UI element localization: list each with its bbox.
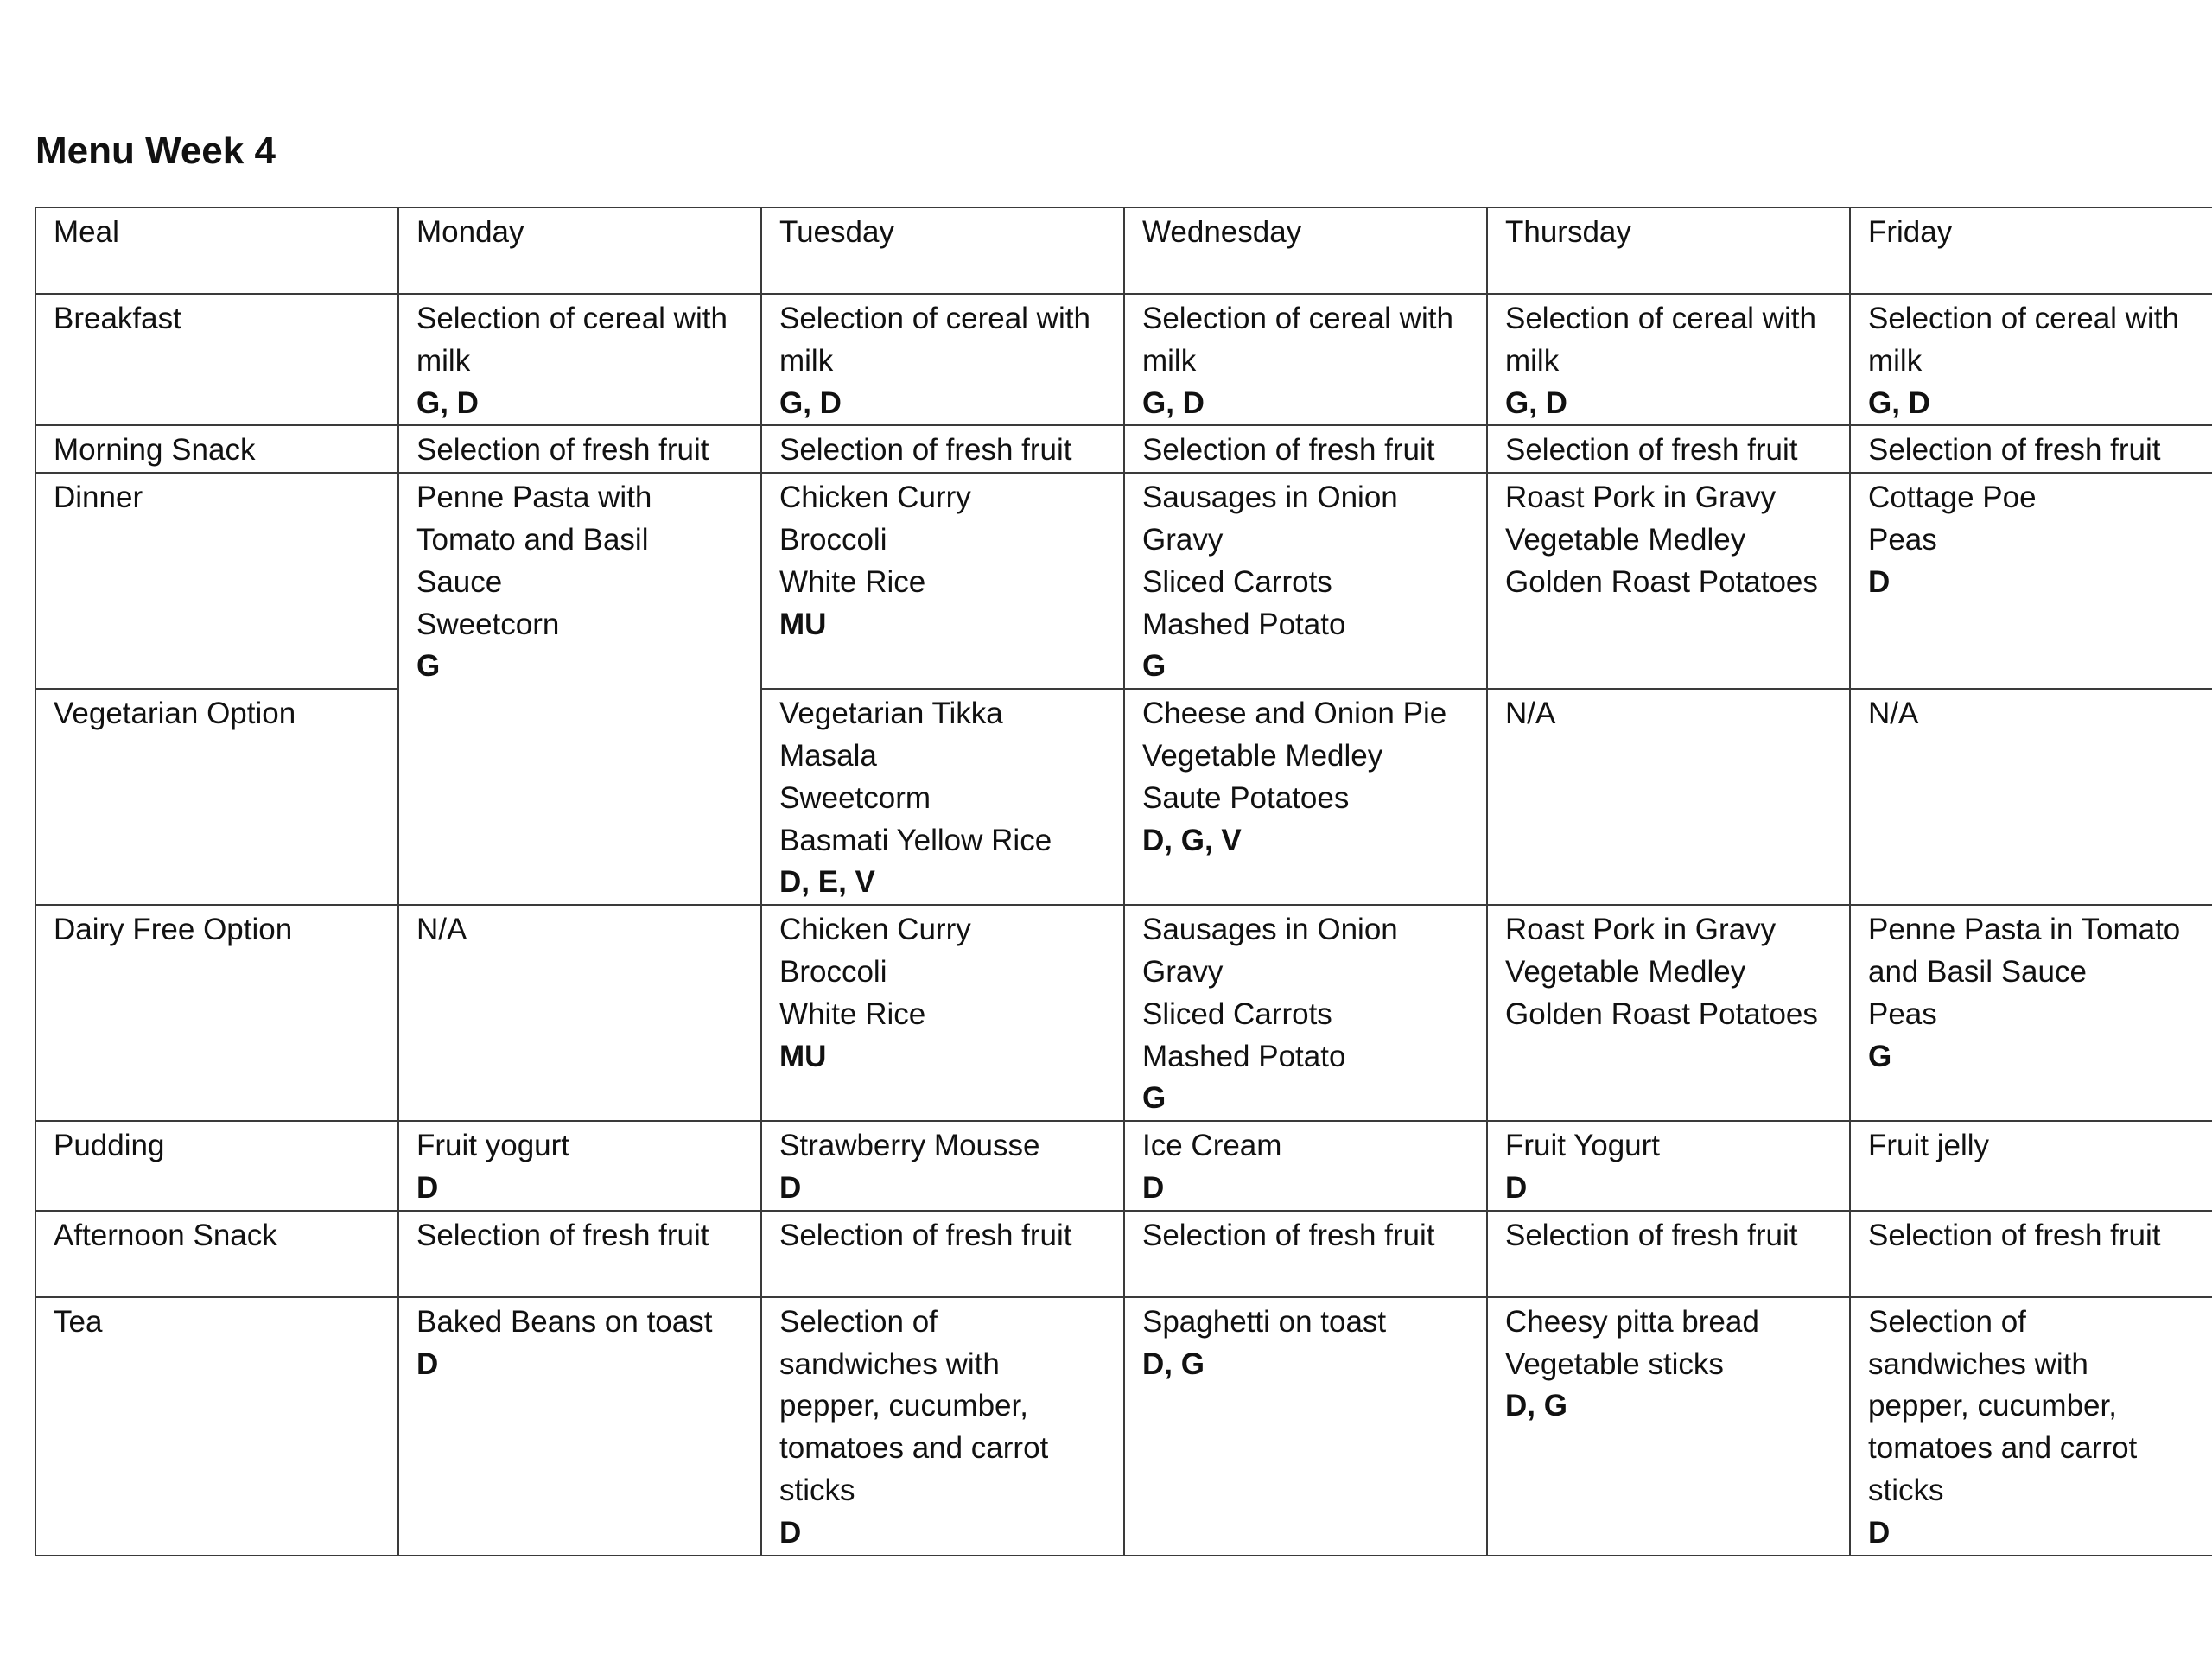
allergen-code: G, D bbox=[416, 385, 479, 420]
dish-line: Selection of bbox=[779, 1304, 938, 1339]
dish-line: Selection of cereal with bbox=[1142, 302, 1453, 335]
dish-line: Selection of fresh fruit bbox=[779, 433, 1072, 468]
row-dairy-free-option bbox=[35, 905, 2212, 1121]
dish-line: Vegetable sticks bbox=[1505, 1346, 1724, 1381]
menu-cell bbox=[1124, 294, 1487, 425]
allergen-code: D bbox=[416, 1346, 439, 1381]
dish-line: Spaghetti on toast bbox=[1142, 1304, 1387, 1339]
dish-line: Vegetable Medley bbox=[1142, 738, 1383, 773]
dish-line: Golden Roast Potatoes bbox=[1505, 996, 1818, 1031]
dish-line: Selection of fresh fruit bbox=[1505, 1218, 1798, 1252]
header-monday: Monday bbox=[398, 207, 761, 294]
allergen-code: D bbox=[1868, 1515, 1891, 1550]
menu-cell bbox=[398, 425, 761, 473]
menu-cell bbox=[1850, 425, 2212, 473]
dish-line: Sliced Carrots bbox=[1142, 996, 1332, 1031]
allergen-code: G bbox=[416, 649, 441, 684]
allergen-code: G bbox=[1868, 1039, 1892, 1073]
header-friday: Friday bbox=[1850, 207, 2212, 294]
dish-line: pepper, cucumber, bbox=[1868, 1389, 2117, 1423]
row-vegetarian-option bbox=[35, 689, 2212, 905]
row-label: Dairy Free Option bbox=[35, 905, 398, 1121]
dish-line: Selection of fresh fruit bbox=[779, 1218, 1072, 1252]
menu-cell bbox=[761, 1297, 1124, 1556]
header-meal: Meal bbox=[35, 207, 398, 294]
menu-cell bbox=[398, 905, 761, 1121]
menu-table bbox=[35, 207, 2212, 1556]
dish-line: Selection of fresh fruit bbox=[1142, 1218, 1435, 1252]
dish-line: White Rice bbox=[779, 996, 926, 1031]
allergen-code: D, E, V bbox=[779, 865, 875, 900]
allergen-code: MU bbox=[779, 1039, 827, 1073]
dish-line: N/A bbox=[1868, 697, 1919, 731]
dish-line: Fruit yogurt bbox=[416, 1129, 569, 1163]
allergen-code: D bbox=[779, 1515, 802, 1550]
dish-line: Gravy bbox=[1142, 954, 1224, 989]
dish-line: Selection of fresh fruit bbox=[1505, 433, 1798, 468]
dish-line: Cheese and Onion Pie bbox=[1142, 697, 1447, 731]
menu-cell bbox=[398, 1211, 761, 1297]
dish-line: Broccoli bbox=[779, 522, 887, 557]
allergen-code: D bbox=[1868, 564, 1891, 599]
dish-line: Fruit Yogurt bbox=[1505, 1129, 1660, 1163]
row-label: Dinner bbox=[35, 473, 398, 689]
header-row bbox=[35, 207, 2212, 294]
dish-line: Selection of cereal with bbox=[416, 302, 728, 335]
dish-line: Selection of fresh fruit bbox=[416, 1218, 709, 1252]
menu-cell bbox=[398, 473, 761, 905]
dish-line: Vegetable Medley bbox=[1505, 522, 1746, 557]
allergen-code: G, D bbox=[1868, 385, 1930, 420]
dish-line: milk bbox=[1142, 343, 1197, 378]
menu-cell bbox=[1124, 425, 1487, 473]
menu-cell bbox=[398, 1121, 761, 1211]
menu-cell bbox=[1850, 1297, 2212, 1556]
dish-line: Broccoli bbox=[779, 954, 887, 989]
dish-line: Vegetable Medley bbox=[1505, 954, 1746, 989]
row-morning-snack bbox=[35, 425, 2212, 473]
dish-line: milk bbox=[416, 343, 471, 378]
dish-line: milk bbox=[1868, 343, 1923, 378]
header-tuesday: Tuesday bbox=[761, 207, 1124, 294]
menu-cell bbox=[398, 1297, 761, 1556]
dish-line: Sliced Carrots bbox=[1142, 564, 1332, 599]
dish-line: Selection of bbox=[1868, 1304, 2026, 1339]
dish-line: Peas bbox=[1868, 522, 1937, 557]
dish-line: Cottage Poe bbox=[1868, 481, 2037, 515]
dish-line: Chicken Curry bbox=[779, 913, 971, 947]
dish-line: milk bbox=[779, 343, 834, 378]
header-thursday: Thursday bbox=[1487, 207, 1850, 294]
menu-cell bbox=[761, 425, 1124, 473]
allergen-code: G, D bbox=[1142, 385, 1205, 420]
dish-line: Sweetcorn bbox=[416, 607, 560, 641]
row-label: Pudding bbox=[35, 1121, 398, 1211]
dish-line: tomatoes and carrot bbox=[1868, 1431, 2138, 1466]
dish-line: pepper, cucumber, bbox=[779, 1389, 1028, 1423]
menu-cell bbox=[1487, 1211, 1850, 1297]
row-tea bbox=[35, 1297, 2212, 1556]
row-dinner bbox=[35, 473, 2212, 689]
menu-cell bbox=[1487, 1297, 1850, 1556]
dish-line: Sausages in Onion bbox=[1142, 481, 1398, 515]
menu-cell bbox=[1487, 905, 1850, 1121]
dish-line: sticks bbox=[1868, 1473, 1944, 1507]
allergen-code: G, D bbox=[1505, 385, 1567, 420]
dish-line: Penne Pasta with bbox=[416, 481, 652, 515]
dish-line: Sauce bbox=[416, 564, 503, 599]
dish-line: milk bbox=[1505, 343, 1560, 378]
row-label: Afternoon Snack bbox=[35, 1211, 398, 1297]
row-label: Tea bbox=[35, 1297, 398, 1556]
header-wednesday: Wednesday bbox=[1124, 207, 1487, 294]
menu-cell bbox=[398, 294, 761, 425]
dish-line: Selection of cereal with bbox=[1505, 302, 1816, 335]
menu-cell bbox=[1487, 689, 1850, 905]
dish-line: sandwiches with bbox=[1868, 1346, 2088, 1381]
row-label: Morning Snack bbox=[35, 425, 398, 473]
menu-cell bbox=[761, 473, 1124, 689]
allergen-code: G bbox=[1142, 649, 1166, 684]
menu-cell bbox=[761, 1211, 1124, 1297]
dish-line: Chicken Curry bbox=[779, 481, 971, 515]
menu-cell bbox=[1487, 473, 1850, 689]
menu-cell bbox=[1124, 1211, 1487, 1297]
menu-cell bbox=[1850, 1211, 2212, 1297]
dish-line: Strawberry Mousse bbox=[779, 1129, 1040, 1163]
menu-cell bbox=[1850, 905, 2212, 1121]
row-label: Breakfast bbox=[35, 294, 398, 425]
dish-line: White Rice bbox=[779, 564, 926, 599]
dish-line: Selection of fresh fruit bbox=[1868, 433, 2161, 468]
dish-line: and Basil Sauce bbox=[1868, 954, 2087, 989]
menu-cell bbox=[761, 1121, 1124, 1211]
dish-line: Mashed Potato bbox=[1142, 607, 1346, 641]
dish-line: Tomato and Basil bbox=[416, 522, 649, 557]
dish-line: Sausages in Onion bbox=[1142, 913, 1398, 947]
allergen-code: MU bbox=[779, 607, 827, 641]
menu-cell bbox=[1487, 1121, 1850, 1211]
allergen-code: D bbox=[1505, 1170, 1528, 1205]
dish-line: Masala bbox=[779, 738, 877, 773]
dish-line: Golden Roast Potatoes bbox=[1505, 564, 1818, 599]
dish-line: tomatoes and carrot bbox=[779, 1431, 1049, 1466]
dish-line: Penne Pasta in Tomato bbox=[1868, 913, 2181, 947]
dish-line: sandwiches with bbox=[779, 1346, 1000, 1381]
dish-line: Cheesy pitta bread bbox=[1505, 1304, 1759, 1339]
menu-cell bbox=[1487, 294, 1850, 425]
allergen-code: G bbox=[1142, 1081, 1166, 1116]
allergen-code: G, D bbox=[779, 385, 842, 420]
dish-line: Mashed Potato bbox=[1142, 1039, 1346, 1073]
dish-line: Basmati Yellow Rice bbox=[779, 823, 1052, 857]
dish-line: Roast Pork in Gravy bbox=[1505, 913, 1777, 947]
allergen-code: D, G bbox=[1505, 1389, 1567, 1423]
dish-line: Fruit jelly bbox=[1868, 1129, 1990, 1163]
dish-line: Vegetarian Tikka bbox=[779, 697, 1003, 731]
allergen-code: D bbox=[779, 1170, 802, 1205]
dish-line: Saute Potatoes bbox=[1142, 780, 1350, 815]
allergen-code: D, G bbox=[1142, 1346, 1205, 1381]
row-pudding bbox=[35, 1121, 2212, 1211]
allergen-code: D bbox=[1142, 1170, 1165, 1205]
menu-cell bbox=[1850, 689, 2212, 905]
dish-line: Peas bbox=[1868, 996, 1937, 1031]
dish-line: Selection of fresh fruit bbox=[1868, 1218, 2161, 1252]
dish-line: Baked Beans on toast bbox=[416, 1304, 713, 1339]
page-title: Menu Week 4 bbox=[35, 130, 276, 172]
menu-cell bbox=[1124, 473, 1487, 689]
menu-cell bbox=[761, 294, 1124, 425]
row-afternoon-snack bbox=[35, 1211, 2212, 1297]
dish-line: Selection of fresh fruit bbox=[1142, 433, 1435, 468]
dish-line: Sweetcorm bbox=[779, 780, 931, 815]
dish-line: sticks bbox=[779, 1473, 855, 1507]
menu-cell bbox=[1850, 294, 2212, 425]
row-label: Vegetarian Option bbox=[35, 689, 398, 905]
dish-line: Selection of cereal with bbox=[1868, 302, 2179, 335]
dish-line: Selection of cereal with bbox=[779, 302, 1090, 335]
allergen-code: D bbox=[416, 1170, 439, 1205]
dish-line: Ice Cream bbox=[1142, 1129, 1282, 1163]
menu-cell bbox=[761, 905, 1124, 1121]
dish-line: N/A bbox=[1505, 697, 1556, 731]
menu-cell bbox=[1124, 689, 1487, 905]
menu-cell bbox=[761, 689, 1124, 905]
menu-cell bbox=[1124, 1297, 1487, 1556]
dish-line: Selection of fresh fruit bbox=[416, 433, 709, 468]
menu-cell bbox=[1850, 473, 2212, 689]
dish-line: Roast Pork in Gravy bbox=[1505, 481, 1777, 515]
menu-cell bbox=[1124, 905, 1487, 1121]
dish-line: N/A bbox=[416, 913, 467, 947]
row-breakfast bbox=[35, 294, 2212, 425]
menu-cell bbox=[1850, 1121, 2212, 1211]
menu-cell bbox=[1487, 425, 1850, 473]
allergen-code: D, G, V bbox=[1142, 823, 1242, 857]
dish-line: Gravy bbox=[1142, 522, 1224, 557]
menu-cell bbox=[1124, 1121, 1487, 1211]
